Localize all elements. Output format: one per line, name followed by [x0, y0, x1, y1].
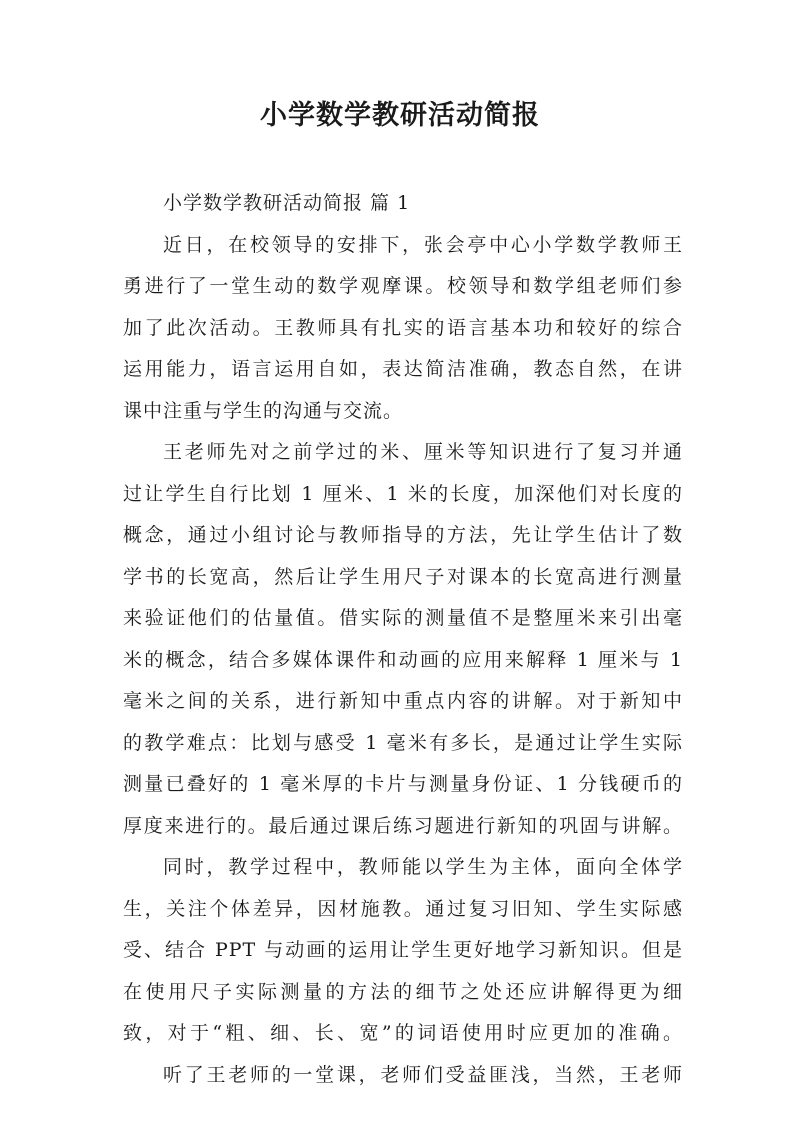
paragraph-line: 致，对于“粗、细、长、宽”的词语使用时应更加的准确。: [123, 1022, 683, 1044]
document-title: 小学数学教研活动简报: [260, 100, 540, 131]
paragraph-line: 运用能力，语言运用自如，表达简洁准确，教态自然，在讲: [123, 358, 683, 380]
paragraph-line: 受、结合 PPT 与动画的运用让学生更好地学习新知识。但是: [123, 939, 683, 961]
paragraph-line: 近日，在校领导的安排下，张会亭中心小学数学教师王: [163, 233, 683, 256]
paragraph-line: 同时，教学过程中，教师能以学生为主体，面向全体学: [163, 856, 683, 878]
paragraph-line: 毫米之间的关系，进行新知中重点内容的讲解。对于新知中: [123, 690, 683, 712]
paragraph-line: 概念，通过小组讨论与教师指导的方法，先让学生估计了数: [123, 524, 683, 546]
paragraph-line: 厚度来进行的。最后通过课后练习题进行新知的巩固与讲解。: [123, 814, 683, 837]
paragraph-line: 听了王老师的一堂课，老师们受益匪浅，当然，王老师: [163, 1063, 683, 1086]
paragraph-line: 来验证他们的估量值。借实际的测量值不是整厘米来引出毫: [123, 607, 683, 629]
paragraph-line: 测量已叠好的 1 毫米厚的卡片与测量身份证、1 分钱硬币的: [123, 773, 683, 795]
document-body: [123, 183, 683, 1096]
paragraph-line: 在使用尺子实际测量的方法的细节之处还应讲解得更为细: [123, 980, 683, 1003]
paragraph-line: 过让学生自行比划 1 厘米、1 米的长度，加深他们对长度的: [123, 482, 683, 505]
section-heading: 小学数学教研活动简报 篇 1: [163, 192, 411, 214]
paragraph-line: 勇进行了一堂生动的数学观摩课。校领导和数学组老师们参: [123, 275, 683, 297]
paragraph-line: 王老师先对之前学过的米、厘米等知识进行了复习并通: [163, 441, 683, 463]
paragraph-line: 学书的长宽高，然后让学生用尺子对课本的长宽高进行测量: [123, 565, 683, 588]
paragraph-line: 米的概念，结合多媒体课件和动画的应用来解释 1 厘米与 1: [123, 648, 683, 671]
paragraph-line: 的教学难点：比划与感受 1 毫米有多长，是通过让学生实际: [123, 731, 683, 754]
paragraph-line: 生，关注个体差异，因材施教。通过复习旧知、学生实际感: [123, 897, 683, 920]
paragraph-line: 加了此次活动。王教师具有扎实的语言基本功和较好的综合: [123, 316, 683, 339]
paragraph-line: 课中注重与学生的沟通与交流。: [123, 399, 404, 422]
